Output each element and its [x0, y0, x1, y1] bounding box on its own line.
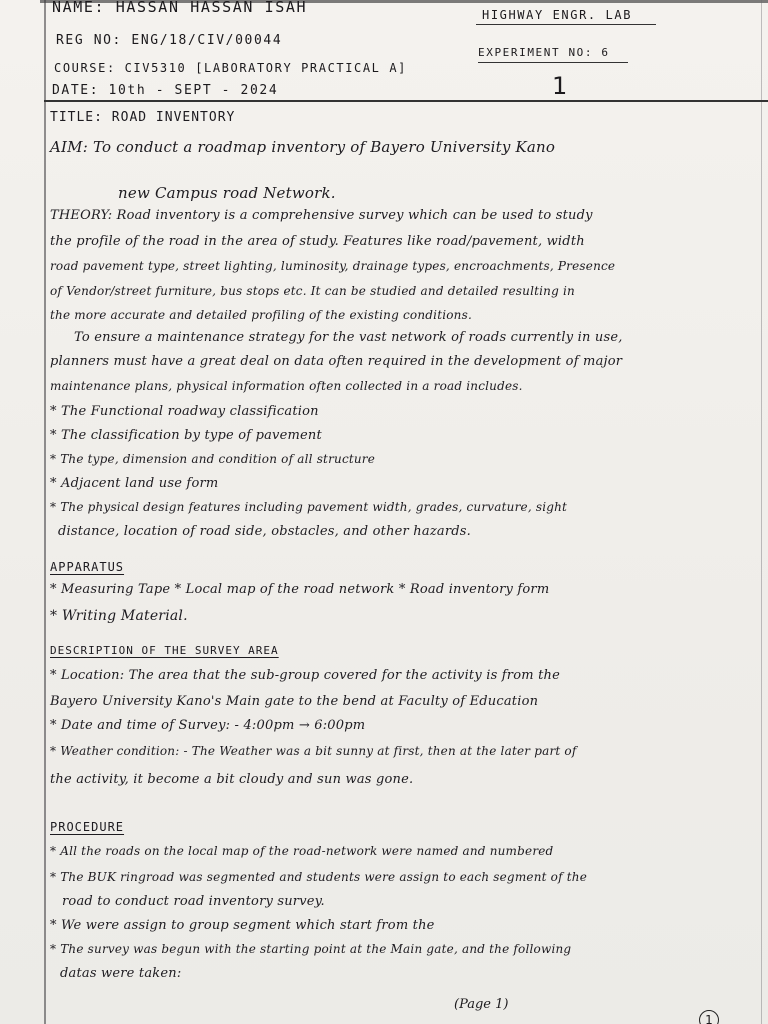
title: TITLE: ROAD INVENTORY	[50, 110, 236, 125]
lab-underline	[476, 24, 656, 25]
date: DATE: 10th - SEPT - 2024	[52, 83, 279, 98]
aim-line-1: AIM: To conduct a roadmap inventory of Bayero University Kano	[50, 138, 556, 156]
experiment-underline	[478, 62, 628, 63]
list-item-5: * The physical design features including pavement width, grades, curvature, sight	[50, 500, 568, 514]
circled-page-number: 1	[699, 1010, 719, 1024]
list-item-6: distance, location of road side, obstacles, and other hazards.	[58, 524, 471, 539]
description-line-2: Bayero University Kano's Main gate to the bend at Faculty of Education	[50, 694, 539, 709]
description-heading: DESCRIPTION OF THE SURVEY AREA	[50, 644, 279, 657]
theory-line-6: To ensure a maintenance strategy for the vast network of roads currently in use,	[74, 330, 623, 345]
apparatus-line-1: * Measuring Tape * Local map of the road network * Road inventory form	[50, 582, 550, 597]
procedure-line-6: datas were taken:	[60, 966, 182, 981]
experiment-number: EXPERIMENT NO: 6	[478, 46, 610, 59]
theory-line-8: maintenance plans, physical information often collected in a road includes.	[50, 379, 523, 393]
procedure-line-4: * We were assign to group segment which start from the	[50, 918, 435, 933]
procedure-heading: PROCEDURE	[50, 820, 125, 834]
header-divider	[44, 100, 768, 102]
theory-line-3: road pavement type, street lighting, luminosity, drainage types, encroachments, Presence	[50, 259, 616, 273]
page-footer: (Page 1)	[454, 997, 509, 1012]
procedure-line-5: * The survey was begun with the starting point at the Main gate, and the following	[50, 942, 572, 956]
student-name: NAME: HASSAN HASSAN ISAH	[52, 0, 308, 16]
page-number: 1	[552, 72, 569, 100]
theory-line-2: the profile of the road in the area of study. Features like road/pavement, width	[50, 234, 585, 249]
apparatus-heading: APPARATUS	[50, 560, 125, 574]
aim-line-2: new Campus road Network.	[118, 184, 336, 202]
page-right-edge	[761, 0, 762, 1024]
theory-line-5: the more accurate and detailed profiling of the existing conditions.	[50, 308, 472, 322]
theory-line-4: of Vendor/street furniture, bus stops etc. It can be studied and detailed resulting in	[50, 284, 575, 298]
theory-line-1: THEORY: Road inventory is a comprehensive survey which can be used to study	[50, 208, 593, 223]
list-item-1: * The Functional roadway classification	[50, 404, 319, 419]
list-item-3: * The type, dimension and condition of all structure	[50, 452, 376, 466]
description-line-1: * Location: The area that the sub-group covered for the activity is from the	[50, 668, 560, 683]
description-line-3: * Date and time of Survey: - 4:00pm → 6:00pm	[50, 718, 366, 733]
list-item-4: * Adjacent land use form	[50, 476, 219, 491]
reg-number: REG NO: ENG/18/CIV/00044	[56, 33, 283, 48]
procedure-line-2: * The BUK ringroad was segmented and students were assign to each segment of the	[50, 870, 587, 884]
apparatus-line-2: * Writing Material.	[50, 608, 188, 624]
margin-line	[44, 0, 46, 1024]
description-line-5: the activity, it become a bit cloudy and sun was gone.	[50, 772, 414, 787]
procedure-line-3: road to conduct road inventory survey.	[62, 894, 325, 909]
course: COURSE: CIV5310 [LABORATORY PRACTICAL A]	[54, 61, 407, 75]
procedure-line-1: * All the roads on the local map of the road-network were named and numbered	[50, 844, 554, 858]
description-line-4: * Weather condition: - The Weather was a bit sunny at first, then at the later part of	[50, 744, 577, 758]
lab-name: HIGHWAY ENGR. LAB	[482, 8, 633, 22]
list-item-2: * The classification by type of pavement	[50, 428, 322, 443]
theory-line-7: planners must have a great deal on data often required in the development of major	[50, 354, 623, 369]
